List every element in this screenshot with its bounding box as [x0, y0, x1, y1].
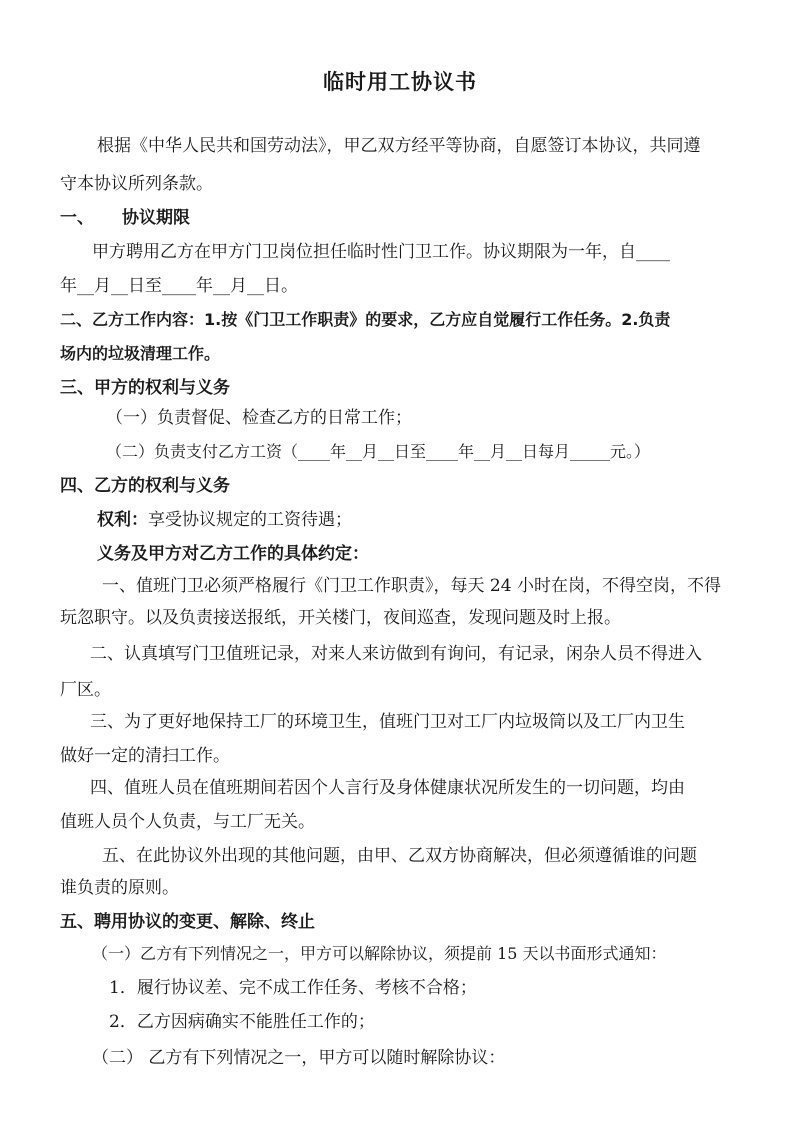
- section-2-line-1: 二、乙方工作内容：1.按《门卫工作职责》的要求，乙方应自觉履行工作任务。2.负责: [60, 310, 671, 329]
- rights-text: 享受协议规定的工资待遇；: [148, 510, 352, 530]
- section-3-item-1: （一）负责督促、检查乙方的日常工作；: [106, 408, 412, 428]
- section-4-heading: 四、乙方的权利与义务: [60, 476, 230, 496]
- section-5-item-1: （一）乙方有下列情况之一，甲方可以解除协议，须提前 15 天以书面形式通知：: [92, 944, 667, 963]
- duty-4-line-2: 值班人员个人负责，与工厂无关。: [60, 812, 315, 832]
- duty-3-line-2: 做好一定的清扫工作。: [60, 746, 230, 766]
- intro-line-2: 守本协议所列条款。: [60, 174, 213, 194]
- section-3-item-2: （二）负责支付乙方工资（____年__月__日至____年__月__日每月_____元。）: [106, 442, 651, 461]
- section-1-line-2: 年__月__日至____年__月__日。: [60, 276, 298, 296]
- section-1-heading: [60, 206, 190, 230]
- section-1-line-1: 甲方聘用乙方在甲方门卫岗位担任临时性门卫工作。协议期限为一年，自____: [92, 242, 670, 262]
- rights-label: 权利：: [97, 510, 148, 530]
- section-5-item-1-sub-1: 1．履行协议差、完不成工作任务、考核不合格；: [109, 978, 477, 998]
- duty-2-line-2: 厂区。: [60, 680, 111, 700]
- section-5-item-2: （二） 乙方有下列情况之一，甲方可以随时解除协议：: [92, 1048, 506, 1068]
- section-2-line-2: 场内的垃圾清理工作。: [60, 344, 221, 363]
- duty-5-line-1: 五、在此协议外出现的其他问题，由甲、乙双方协商解决，但必须遵循谁的问题: [102, 846, 697, 866]
- section-1-title: 协议期限: [122, 208, 190, 228]
- document-title: 临时用工协议书: [323, 70, 477, 94]
- section-5-heading: 五、聘用协议的变更、解除、终止: [60, 912, 315, 932]
- duty-5-line-2: 谁负责的原则。: [60, 878, 179, 898]
- duty-1-line-1: 一、值班门卫必须严格履行《门卫工作职责》，每天 24 小时在岗，不得空岗，不得: [102, 576, 721, 596]
- section-1-number: 一、: [60, 208, 94, 228]
- section-5-item-1-sub-2: 2．乙方因病确实不能胜任工作的；: [109, 1012, 375, 1032]
- duty-2-line-1: 二、认真填写门卫值班记录，对来人来访做到有询问，有记录，闲杂人员不得进入: [90, 644, 702, 664]
- section-3-heading: 三、甲方的权利与义务: [60, 378, 230, 398]
- section-4-rights: [97, 508, 352, 532]
- duty-4-line-1: 四、值班人员在值班期间若因个人言行及身体健康状况所发生的一切问题，均由: [90, 778, 685, 798]
- duty-1-line-2: 玩忽职守。以及负责接送报纸，开关楼门，夜间巡查，发现问题及时上报。: [60, 608, 621, 628]
- duty-3-line-1: 三、为了更好地保持工厂的环境卫生，值班门卫对工厂内垃圾筒以及工厂内卫生: [90, 712, 685, 732]
- intro-line-1: 根据《中华人民共和国劳动法》，甲乙双方经平等协商，自愿签订本协议，共同遵: [97, 136, 701, 156]
- duties-heading: 义务及甲方对乙方工作的具体约定：: [97, 544, 369, 564]
